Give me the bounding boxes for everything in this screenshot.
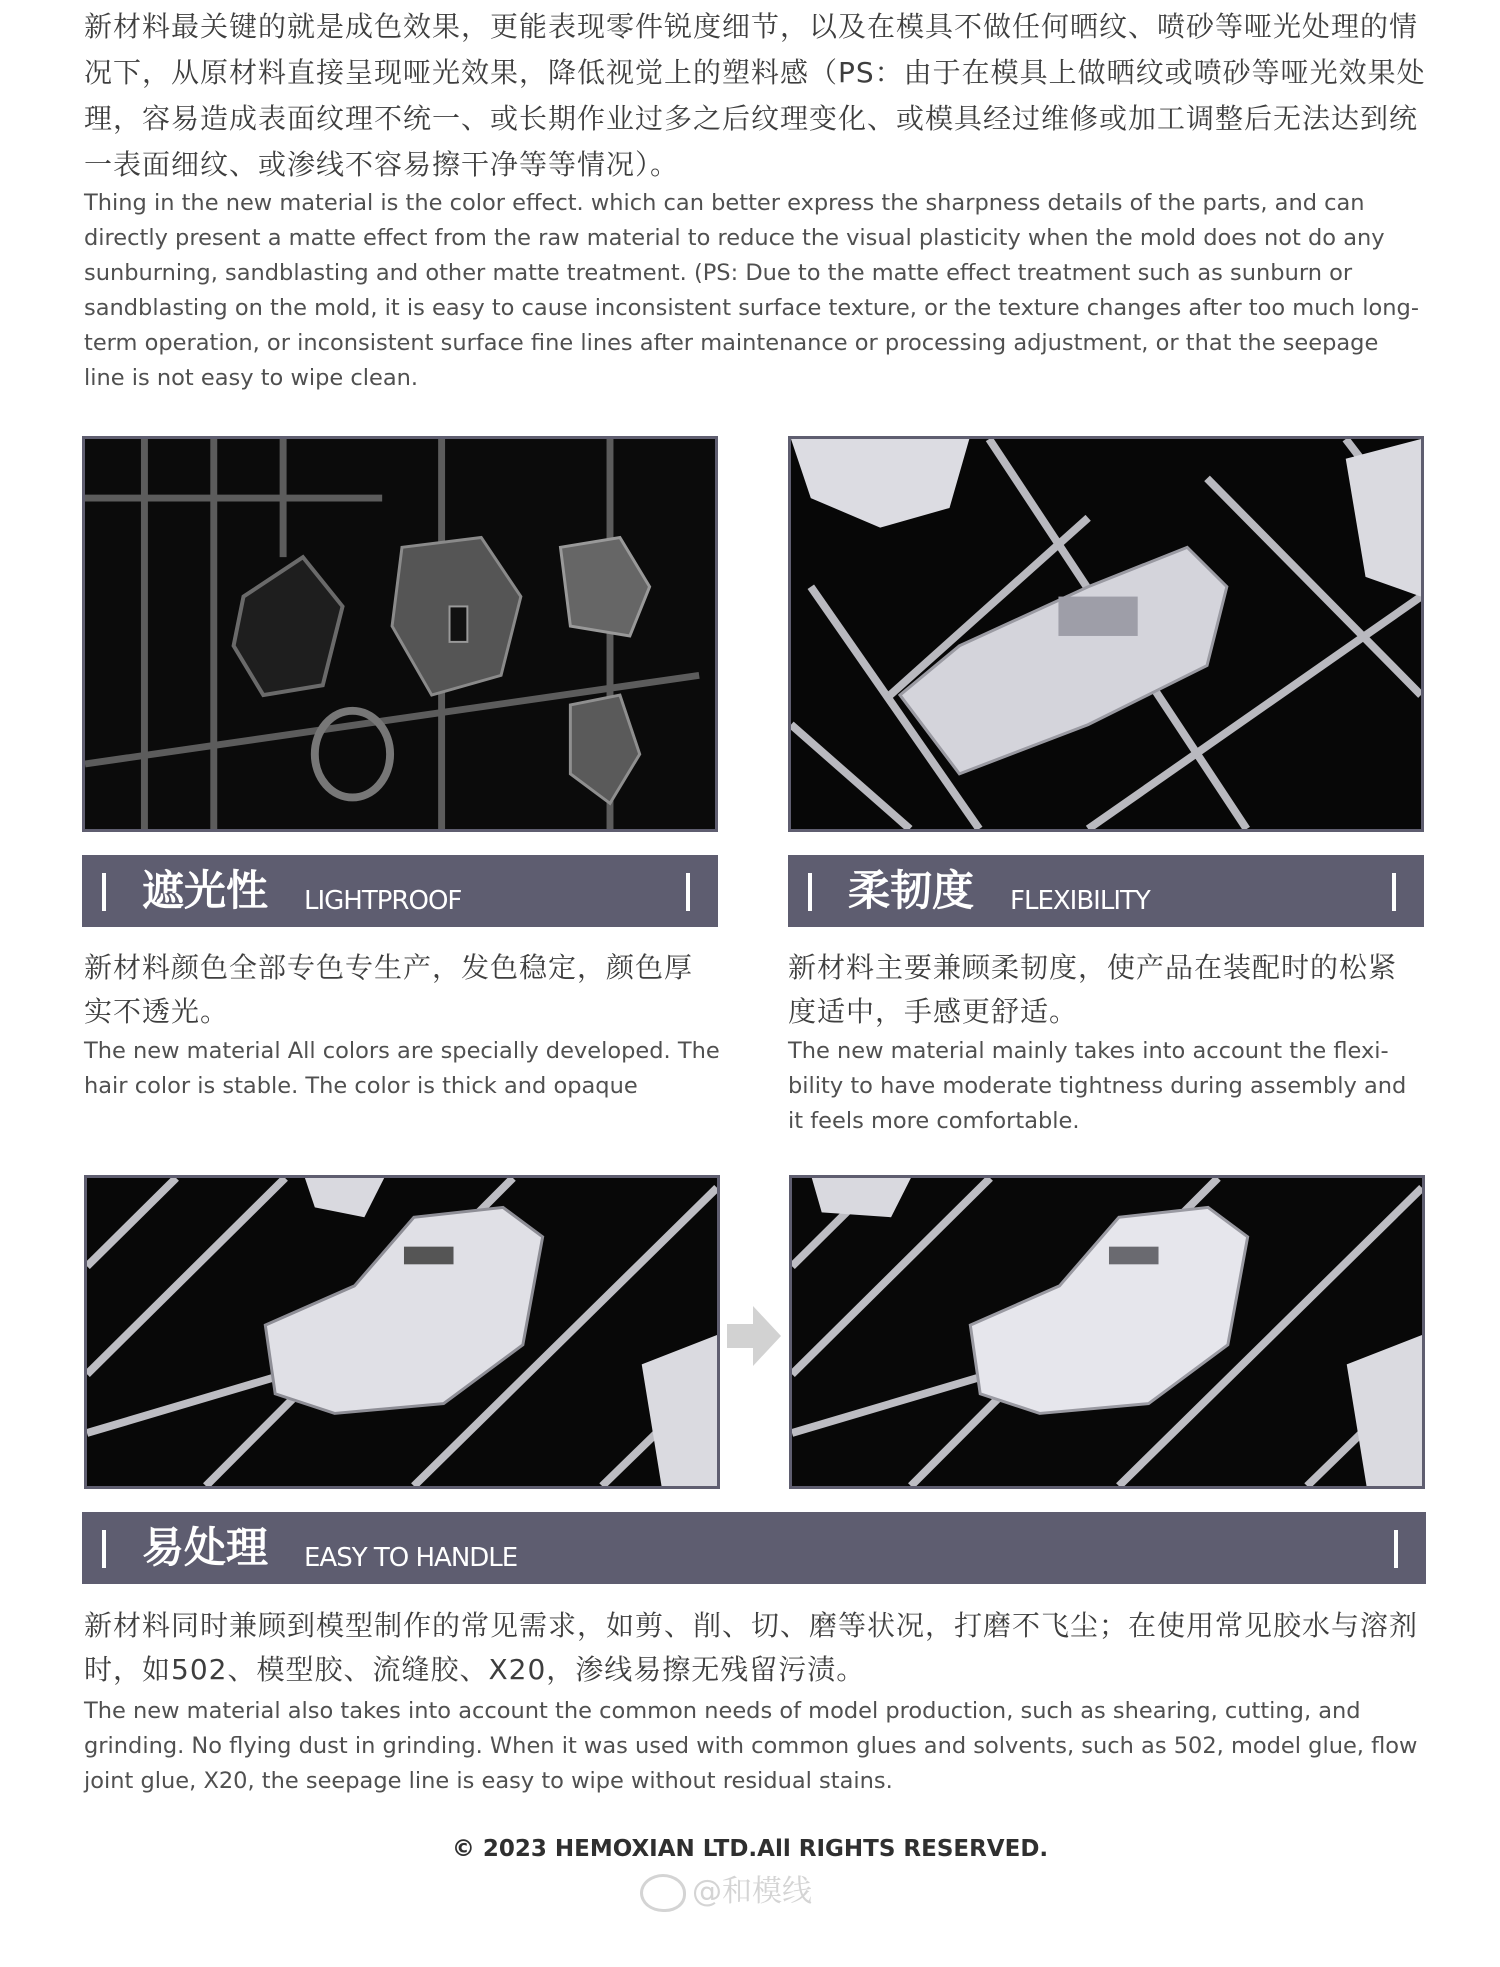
feature-title-en: FLEXIBILITY (1010, 886, 1150, 916)
banner-bar-right (686, 873, 690, 911)
banner-bar-right (1392, 873, 1396, 911)
banner-bar-left (102, 873, 106, 911)
intro-text-en: Thing in the new material is the color effect. which can better express the sharpness details of the parts, and can directly present a matte effect from the raw material to reduce the visual plasticity when the mold does not do any sunburning, sandblasting and other matte treatment. (PS: Due to the matte effect treatment such as sunburn or sandblasting on the mold, it is easy to cause inconsistent surface texture, or the texture changes after too much long-term operation, or inconsistent surface fine lines after maintenance or processing adjustment, or that the seepage line is not easy to wipe clean. (84, 190, 1419, 391)
watermark-text: @和模线 (692, 1874, 812, 1909)
photo-lightproof-sprue (82, 436, 718, 832)
flexibility-desc-en: The new material mainly takes into account the flexi-bility to have moderate tightness during assembly and it feels more comfortable. (788, 1038, 1407, 1134)
feature-title-cn: 易处理 (142, 1523, 269, 1572)
photo-handle-after (789, 1175, 1425, 1489)
banner-easy-to-handle (82, 1512, 1426, 1584)
handle-desc-en: The new material also takes into account the common needs of model production, such as shearing, cutting, and grinding. No flying dust in grinding. When it was used with common glues and solvents, such as 502, model glue, flow joint glue, X20, the seepage line is easy to wipe without residual stains. (84, 1698, 1418, 1794)
feature-title-cn: 柔韧度 (848, 866, 975, 915)
sprue-illustration-1 (85, 439, 715, 829)
lightproof-desc-cn: 新材料颜色全部专色专生产，发色稳定，颜色厚实不透光。 (84, 951, 694, 1028)
banner-bar-left (808, 873, 812, 911)
flexibility-desc-cn: 新材料主要兼顾柔韧度，使产品在装配时的松紧度适中，手感更舒适。 (788, 951, 1398, 1028)
banner-bar-left (102, 1530, 106, 1568)
sprue-illustration-4 (792, 1178, 1422, 1486)
feature-title-en: LIGHTPROOF (304, 886, 462, 916)
weibo-watermark (640, 1866, 812, 1912)
sprue-illustration-2 (791, 439, 1421, 829)
feature-title-en: EASY TO HANDLE (304, 1543, 518, 1573)
weibo-logo-icon (640, 1874, 686, 1912)
intro-text-cn: 新材料最关键的就是成色效果，更能表现零件锐度细节，以及在模具不做任何晒纹、喷砂等哑光处理的情况下，从原材料直接呈现哑光效果，降低视觉上的塑料感（PS：由于在模具上做晒纹或喷砂等哑光效果处理，容易造成表面纹理不统一、或长期作业过多之后纹理变化、或模具经过维修或加工调整后无法达到统一表面细纹、或渗线不容易擦干净等等情况）。 (84, 10, 1426, 181)
copyright-text: © 2023 HEMOXIAN LTD.All RIGHTS RESERVED. (451, 1836, 1049, 1862)
feature-title-cn: 遮光性 (142, 866, 269, 915)
photo-flexibility-sprue (788, 436, 1424, 832)
right-arrow-icon (727, 1306, 781, 1366)
lightproof-desc-en: The new material All colors are specially developed. The hair color is stable. The color is thick and opaque (84, 1038, 720, 1099)
handle-desc-cn: 新材料同时兼顾到模型制作的常见需求，如剪、削、切、磨等状况，打磨不飞尘；在使用常见胶水与溶剂时，如502、模型胶、流缝胶、X20，渗线易擦无残留污渍。 (84, 1609, 1419, 1686)
banner-lightproof (82, 855, 718, 927)
photo-handle-before (84, 1175, 720, 1489)
banner-bar-right (1394, 1530, 1398, 1568)
banner-flexibility (788, 855, 1424, 927)
sprue-illustration-3 (87, 1178, 717, 1486)
